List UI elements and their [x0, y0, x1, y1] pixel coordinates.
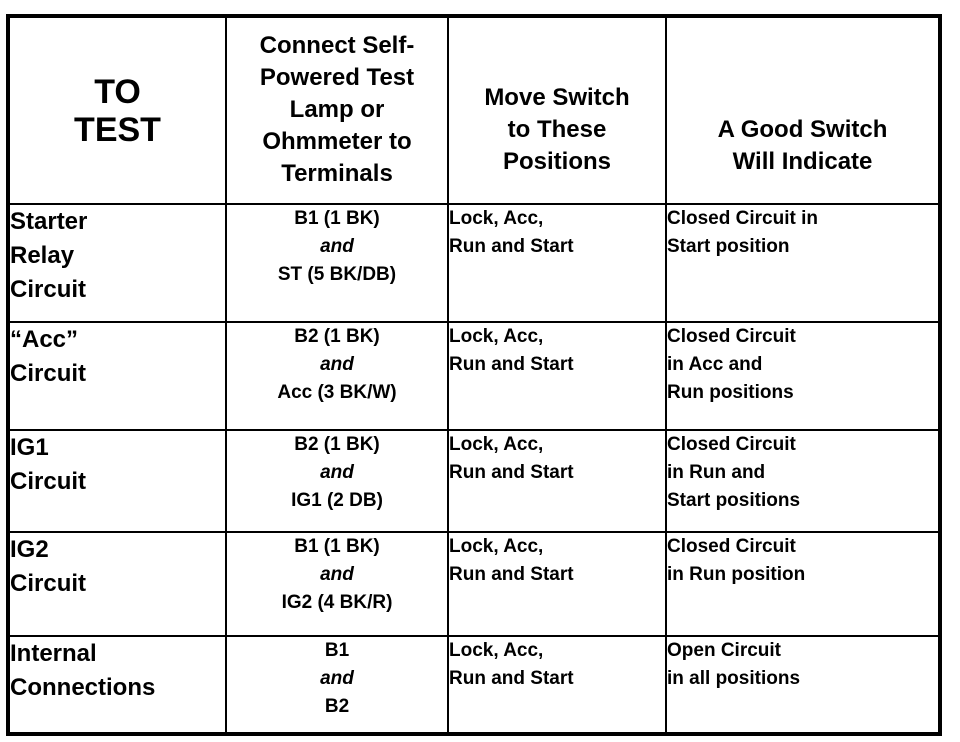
- test-name-line: Connections: [10, 674, 156, 701]
- and-connector: and: [320, 462, 354, 483]
- terminals-header-line: Connect Self-: [259, 31, 415, 59]
- indicate-line: in Run and: [667, 462, 766, 483]
- indicate-line: Closed Circuit: [667, 326, 796, 347]
- table-row: [10, 430, 938, 532]
- terminal-b: IG2 (4 BK/R): [281, 592, 393, 613]
- test-name-cell: [10, 430, 226, 532]
- test-name-line: Relay: [10, 242, 75, 269]
- positions-header: [448, 18, 666, 204]
- indicate-cell: [666, 532, 938, 636]
- table-row: [10, 204, 938, 322]
- test-name-line: Circuit: [10, 570, 87, 597]
- indicate-line: in Run position: [667, 564, 806, 585]
- test-name-cell: [10, 532, 226, 636]
- terminals-header: [226, 18, 448, 204]
- and-connector: and: [320, 564, 354, 585]
- terminal-b: B2: [324, 696, 350, 717]
- test-table: [10, 18, 938, 736]
- terminals-cell: [226, 532, 448, 636]
- positions-header-line: to These: [507, 115, 607, 143]
- test-name-cell: [10, 636, 226, 736]
- terminals-header-line: Ohmmeter to: [262, 127, 412, 155]
- indicate-line: Closed Circuit in: [667, 208, 818, 229]
- terminals-cell: [226, 322, 448, 430]
- positions-cell: [448, 430, 666, 532]
- test-name-cell: [10, 204, 226, 322]
- ignition-switch-test-chart: [6, 14, 942, 736]
- to-test-header: [10, 18, 226, 204]
- positions-line: Run and Start: [449, 354, 574, 375]
- positions-header-line: Positions: [502, 147, 611, 175]
- table-row: [10, 322, 938, 430]
- test-name-line: Circuit: [10, 360, 87, 387]
- test-name-cell: [10, 322, 226, 430]
- test-name-line: IG1: [10, 434, 49, 461]
- indicate-header: [666, 18, 938, 204]
- terminal-a: B2 (1 BK): [294, 326, 380, 347]
- positions-line: Run and Start: [449, 668, 574, 689]
- positions-line: Run and Start: [449, 236, 574, 257]
- to-test-header-line: TO: [94, 72, 141, 111]
- indicate-cell: [666, 636, 938, 736]
- table-row: [10, 636, 938, 736]
- indicate-line: Open Circuit: [667, 640, 782, 661]
- positions-line: Lock, Acc,: [449, 536, 544, 557]
- test-name-line: IG2: [10, 536, 49, 563]
- terminal-b: ST (5 BK/DB): [277, 264, 397, 285]
- positions-line: Run and Start: [449, 564, 574, 585]
- positions-line: Lock, Acc,: [449, 640, 544, 661]
- indicate-cell: [666, 204, 938, 322]
- indicate-line: Run positions: [667, 382, 794, 403]
- table-header-row: [10, 18, 938, 204]
- positions-cell: [448, 532, 666, 636]
- and-connector: and: [320, 668, 354, 689]
- positions-line: Lock, Acc,: [449, 326, 544, 347]
- indicate-line: Closed Circuit: [667, 434, 796, 455]
- terminal-b: Acc (3 BK/W): [277, 382, 397, 403]
- indicate-header-line: Will Indicate: [732, 147, 873, 175]
- and-connector: and: [320, 354, 354, 375]
- indicate-line: Start position: [667, 236, 790, 257]
- terminal-a: B1: [324, 640, 350, 661]
- terminal-b: IG1 (2 DB): [291, 490, 383, 511]
- positions-cell: [448, 636, 666, 736]
- table-row: [10, 532, 938, 636]
- test-name-line: Starter: [10, 208, 88, 235]
- indicate-line: in Acc and: [667, 354, 763, 375]
- terminals-cell: [226, 204, 448, 322]
- terminals-cell: [226, 636, 448, 736]
- indicate-header-line: A Good Switch: [717, 115, 888, 143]
- indicate-cell: [666, 322, 938, 430]
- terminals-header-line: Powered Test: [259, 63, 415, 91]
- terminal-a: B1 (1 BK): [294, 536, 380, 557]
- indicate-line: Start positions: [667, 490, 801, 511]
- terminal-a: B1 (1 BK): [294, 208, 380, 229]
- terminals-cell: [226, 430, 448, 532]
- to-test-header-line: TEST: [74, 110, 161, 149]
- test-name-line: Circuit: [10, 468, 87, 495]
- terminals-header-line: Lamp or: [289, 95, 385, 123]
- terminal-a: B2 (1 BK): [294, 434, 380, 455]
- positions-cell: [448, 322, 666, 430]
- positions-cell: [448, 204, 666, 322]
- test-name-line: “Acc”: [10, 326, 79, 353]
- test-name-line: Internal: [10, 640, 97, 667]
- positions-header-line: Move Switch: [484, 83, 630, 111]
- positions-line: Run and Start: [449, 462, 574, 483]
- and-connector: and: [320, 236, 354, 257]
- positions-line: Lock, Acc,: [449, 208, 544, 229]
- indicate-cell: [666, 430, 938, 532]
- test-name-line: Circuit: [10, 276, 87, 303]
- positions-line: Lock, Acc,: [449, 434, 544, 455]
- terminals-header-line: Terminals: [281, 159, 393, 187]
- indicate-line: in all positions: [667, 668, 801, 689]
- indicate-line: Closed Circuit: [667, 536, 796, 557]
